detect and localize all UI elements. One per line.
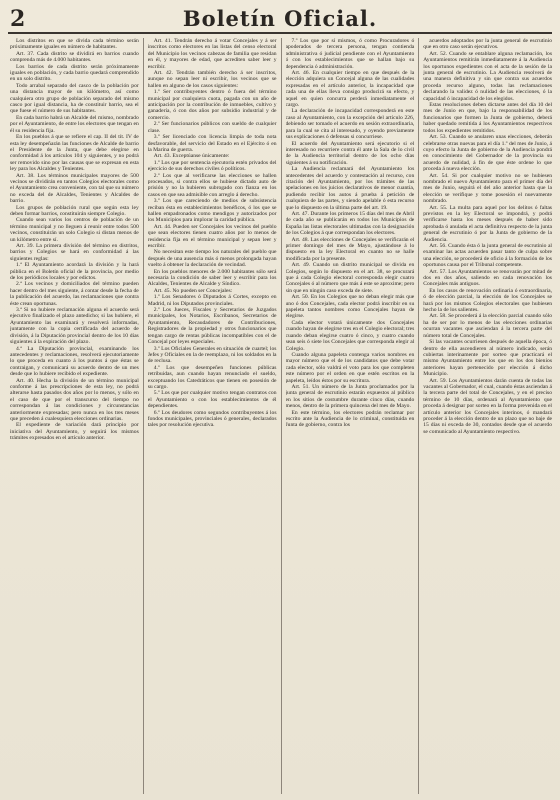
article-paragraph: Art. 38. Los términos municipales mayores de 500 vecinos se dividirán en tantos Colegios electorales como el Ayuntamiento crea conveniente, con tal que su número no exceda del de Alcaldes, Tenientes y Alcaldes de barrio. — [10, 172, 139, 205]
article-paragraph: Art. 39. La primera división del término en distritos, barrios y Colegios se hará en conformidad á las siguientes reglas: — [10, 243, 139, 262]
article-paragraph: 1.º Ser contribuyentes dentro ó fuera del término municipal por cualquiera cuota, pagada con un año de anticipación por la contribución de inmuebles, cultivo y ganadería, ó con dos años por subsidio industrial y de comercio. — [147, 89, 277, 121]
article-paragraph: Cada elector votará únicamente dos Concejales cuando hayan de elegirse tres en el Colegio electoral; tres cuando deban elegirse cuatro ó cinco, y cuatro cuando sean seis ó siete los Concejales que corresponda elegir al Colegio. — [285, 319, 415, 352]
article-paragraph: Art. 58. Se procederá á la elección parcial cuando sólo ha de ser por lo menos de las elecciones ordinarias ocurran vacantes que asciendan á la tercera parte del número total de Concejales. — [423, 313, 552, 339]
article-paragraph: Art. 41. Tendrán derecho á votar Concejales y á ser inscritos como electores en las listas del censo electoral del Municipio los vecinos cabezas de familia que residan en él, y mayores de edad, que acrediten saber leer y escribir. — [147, 38, 277, 70]
header-rule — [8, 32, 552, 34]
article-paragraph: Art. 55. La multa para aquel por los delitos ó faltas previstos en la ley Electoral se impondrá, y podrá verificarse hasta los meses después de haber sido aprobada ó anulada el acta definitiva respecto de la junta general de escrutinio ó por la Junta de gobierno de la Audiencia. — [423, 204, 552, 243]
article-paragraph: Art. 59. Los Ayuntamientos darán cuenta de todas las vacantes al Gobernador, el cual, cuando éstas asciendan á la tercera parte del total de Concejales, y en el preciso término de 10 días, ordenará al Ayuntamiento que proceda á designar por sorteo en la forma prevenida en el artículo anterior los Concejales interinos, ó mandará proceder á la elección dentro de un plazo que no baje de 15 días ni exceda de 30, contados desde que el acuerdo se comunicado al Ayuntamiento respectivo. — [423, 377, 552, 435]
article-paragraph: 1.º Los Senadores ó Diputados á Cortes, excepto en Madrid, ni los Diputados provinciales. — [147, 294, 277, 307]
text-column-4 — [423, 38, 552, 794]
article-paragraph: 4.º Los que desempeñen funciones públicas retribuidas, aun cuando hayan renunciado el sueldo, exceptuando los Catedráticos que tienen en posesión de su cargo. — [147, 364, 277, 390]
article-paragraph: Art. 50. En los Colegios que no deban elegir más que uno ó dos Concejales, cada elector podrá inscribir en su papeleta tantos nombres como Concejales hayan de elegirse. — [285, 294, 415, 320]
article-paragraph: Si las vacantes ocurriesen después de aquella época, ó dentro de ella ascendieren al número indicado, serán cubiertas interinamente por sorteo que practicará el mismo Ayuntamiento entre los que en los dos bienios anteriores hayan pertenecido por elección á dicho Municipio. — [423, 339, 552, 378]
article-paragraph: No necesitan este tiempo los naturales del pueblo que después de una ausencia más ó menos prolongada hayan vuelto á obtener la declaración de vecindad. — [147, 249, 277, 269]
article-paragraph: acuerdos adoptados por la junta general de escrutinio que en otro caso serán ejecutivos. — [423, 38, 552, 51]
article-paragraph: Los grupos de población rural que según esta ley deben formar barrios, constituirán siempre Colegio. — [10, 204, 139, 217]
page-number: 2 — [10, 6, 26, 32]
article-paragraph: Estas resoluciones deben dictarse antes del día 10 del mes de Junio en que, bajo la responsabilidad de los funcionarios que formen la Junta de gobierno, deberá haber quedado remitida á los Ayuntamientos respectivos todos los expedientes remitidos. — [423, 102, 552, 134]
article-paragraph: 3.ª Si no hubiere reclamación alguna el acuerdo será ejecutivo finalizado el plazo antedicho; si las hubiere, el Ayuntamiento las examinará y resolverá informadas, juntamente con la copia certificada del acuerdo de división, á la Diputación provincial dentro de los 10 días siguientes á la expiración del plazo. — [10, 307, 139, 346]
article-paragraph: Art. 53. Cuando se anularen unas elecciones, deberán celebrarse otras nuevas para el día 1.º del mes de Junio, á cuyo efecto la Junta de gobierno de la Audiencia pondrá en conocimiento del Gobernador de la provincia su acuerdo de nulidad, á fin de que éste ordene lo que proceda á nueva elección. — [423, 134, 552, 173]
article-paragraph: 1.º Los que por sentencia ejecutoria estén privados del ejercicio de sus derechos civiles ó políticos. — [147, 159, 277, 173]
article-paragraph: Art. 47. Durante los primeros 15 días del mes de Abril de cada año se publicarán en todos los Municipios de España las listas electorales ultimadas con la designación de los Colegios á que correspondan los electores. — [285, 210, 415, 237]
article-paragraph: 7.º Los que por sí mismos, ó como Procuradores ó apoderados de tercera persona, tengan contienda administrativa ó judicial pendiente con el Ayuntamiento ó con los establecimientos que se hallan bajo su dependencia ó administración. — [285, 38, 415, 70]
article-paragraph: Art. 40. Hecha la división de un término municipal conforme á las prescripciones de esta ley, no podrá alterarse hasta pasados dos años por lo menos, y sólo en el caso de que por el transcurso del tiempo no correspondan á las condiciones y circunstancias anteriormente expresadas; pero nunca en los tres meses que preceden á cualesquiera elecciones ordinarias. — [10, 377, 139, 422]
article-paragraph: Art. 52. Cuando se entablare alguna reclamación, los Ayuntamientos remitirán inmediatamente á la Audiencia los oportunos expedientes con el acta de la sesión de la junta general de escrutinio. La Audiencia resolverá de una manera definitiva y sin que contra sus acuerdos proceda recurso alguno, todas las reclamaciones declarando la validez ó nulidad de las elecciones, ó la capacidad ó incapacidad de los elegidos. — [423, 50, 552, 102]
article-paragraph: Art. 49. Cuando un distrito municipal se divida en Colegios, según lo dispuesto en el art. 38, se procurará que á cada Colegio electoral corresponda elegir cuatro Concejales ó al número que más á este se aproxime; pero sin que en ningún caso exceda de siete. — [285, 262, 415, 294]
article-paragraph: Art. 44. Pueden ser Concejales los vecinos del pueblo que sean electores tienen cuatro años por lo menos de residencia fija en el término municipal y sepan leer y escribir. — [147, 223, 277, 249]
article-paragraph: Art. 48. Las elecciones de Concejales se verificarán el primer domingo del mes de Mayo, ajustándose á lo dispuesto en la ley Electoral en cuanto no se halle modificada por la presente. — [285, 236, 415, 262]
article-paragraph: En los casos de renovación ordinaria ó extraordinaria, ó de elección parcial, la elección de los Concejales se hará por los mismos Colegios electorales que hubiesen hecho la de los salientes. — [423, 287, 552, 314]
article-paragraph: La declaración de incapacidad corresponderá en este caso al Ayuntamiento, con la excepción del artículo 226, debiendo ser tomado el acuerdo en sesión extraordinaria, para la cual se cita al interesado, y oyendo previamente sus explicaciones ó defensas si concurriese. — [285, 108, 415, 141]
article-paragraph: 3.º Ser licenciado con licencia limpia de toda nota desfavorable, del servicio del Estado en el Ejército ó en la Marina de guerra. — [147, 134, 277, 153]
article-paragraph: Art. 54. Si por cualquier motivo no se hubiesen nombrado el nuevo Ayuntamiento para el primer día del mes de Junio, seguirá el del año anterior hasta que la elección se verifique y tome posesión el nuevamente nombrado. — [423, 172, 552, 205]
article-paragraph: 2.º Ser funcionarios públicos con sueldo de cualquier clase. — [147, 121, 277, 134]
article-paragraph: 3.º Los Oficiales Generales en situación de cuartel; los Jefes y Oficiales en la de reemplazo, ni los soldados en la de reclusa. — [147, 345, 277, 365]
article-paragraph: Art. 51. Un número de la Junta proclamados por la junta general de escrutinio estarán expuestos al público en los sitios de costumbre durante cinco días, cuando menos, dentro de la primera quincena del mes de Mayo. — [285, 383, 415, 410]
article-paragraph: Art. 37. Cada distrito se dividirá en barrios cuando comprenda más de 4.000 habitantes. — [10, 50, 139, 64]
article-paragraph: El acuerdo del Ayuntamiento será ejecutorio si el interesado no recurriere contra él ante la Sala de lo civil de la Audiencia territorial dentro de los ocho días siguientes á su notificación. — [285, 140, 415, 166]
article-paragraph: En cada barrio habrá un Alcalde del mismo, nombrado por el Ayuntamiento, de entre los electores que tengan en él su residencia fija. — [10, 114, 139, 134]
article-paragraph: Art. 46. En cualquier tiempo en que después de la elección adquiera un Concejal alguna de las cualidades expresadas en el artículo anterior, la incapacidad que cada una de ellas lleva consigo producirá su efecto, y aquel en quien concurra perderá inmediatamente el cargo. — [285, 70, 415, 109]
article-paragraph: Art. 57. Los Ayuntamientos se renovarán por mitad de dos en dos años, saliendo en cada renovación los Concejales más antiguos. — [423, 268, 552, 288]
article-paragraph: Los distritos en que se divida cada término serán próximamente iguales en número de habitantes. — [10, 38, 139, 51]
article-paragraph: 2.º Los que al verificarse las elecciones se hallen procesados, si contra ellos se hubiese dictado auto de prisión y no la hubieren subrogado con fianza en los casos en que sea admisible con arreglo á derecho. — [147, 172, 277, 198]
article-paragraph: Cuando alguna papeleta contenga varios nombres en mayor número que el de los candidatos que debe votar cada elector, sólo valdrá el voto para los que completen este número por el orden en que estén escritos en la papeleta, leídos éstos por su escritura. — [285, 351, 415, 384]
text-column-3 — [286, 38, 420, 794]
article-paragraph: Art. 45. No pueden ser Concejales: — [153, 287, 233, 294]
article-paragraph: La Audiencia reclamará del Ayuntamiento los antecedentes del acuerdo y contestación al recurso, con citación del Ayuntamiento, por los trámites de las apelaciones en los juicios declarativos de menor cuantía, pudiendo recibir los autos á prueba á petición de cualquiera de las partes, y siendo apelable ó esta recurso que lo dispuesto en la última parte del art. 19. — [285, 166, 415, 211]
article-paragraph: El expediente de variación dará principio por iniciativa del Ayuntamiento, y seguirá los mismos trámites expresados en el artículo anterior. — [10, 422, 139, 442]
article-paragraph: Todo arrabal separado del casco de la población por una distancia mayor de un kilómetro, así como cualquiera otro grupo de población separado del mismo casco por igual distancia, ha de constituir barrio, sea el que fuese el número de sus habitantes. — [10, 82, 139, 115]
article-paragraph: Art. 42. Tendrán también derecho á ser inscritos, aunque no sepan leer ni escribir, los vecinos que se hallen en alguno de los casos siguientes: — [147, 70, 277, 89]
newspaper-title: Boletín Oficial. — [182, 6, 378, 31]
page-header — [0, 0, 560, 36]
article-paragraph: 2.ª Los vecinos y domiciliados del término pueden hacer dentro del mes siguiente, á contar desde la fecha de la publicación del acuerdo, las reclamaciones que contra éste crean oportunas. — [10, 281, 139, 307]
text-column-1 — [10, 38, 144, 794]
text-columns — [10, 38, 552, 794]
article-paragraph: En los pueblos menores de 2.000 habitantes sólo será necesaria la condición de saber leer y escribir para los Alcaldes, Tenientes de Alcalde y Síndico. — [147, 268, 277, 288]
article-paragraph: 6.º Los deudores como segundos contribuyentes á los fondos municipales, provinciales ó generales, declarados tales por resolución ejecutiva. — [147, 409, 277, 429]
article-paragraph: Art. 56. Cuando ésta ó la junta general de escrutinio al examinar las actas acuerden pasar tanto de culpa sobre una elección, se procederá de oficio á la formación de los oportunos causa por el Tribunal competente. — [423, 243, 552, 269]
article-paragraph: 5.º Los que por cualquier motivo tengan contratos con el Ayuntamiento o con los establecimientos de él dependientes. — [147, 390, 277, 410]
article-paragraph: 3.º Los que careciendo de medios de subsistencia reciban ésta en establecimientos benéficos, ó los que se hallen empadronados como mendigos y autorizados por los Municipios para implorar la caridad pública. — [147, 198, 277, 224]
article-paragraph: En los pueblos á que se refiere el cap. II del tít. IV de esta ley desempeñarán las funciones de Alcalde de barrio el Presidente de la Junta, que debe elegirse en conformidad á los artículos 104 y siguientes, y no podrá ser removido sino por las causas que se expresan en esta ley para los Alcaldes y Tenientes. — [10, 134, 139, 173]
article-paragraph: Cuando sean varios los centros de población de un término municipal y no lleguen á reunir entre todos 500 vecinos, constituirán un solo Colegio si distan menos de un kilómetro entre sí. — [10, 217, 139, 243]
article-paragraph: 2.º Los Jueces, Fiscales y Secretarios de Juzgados municipales, los Notarios, Escribanos, Secretarios de Ayuntamiento, Recaudadores de Contribuciones, Registradores de la propiedad y otros funcionarios que tengan cargo de rentas públicas incompatibles con el de Concejal por leyes especiales. — [147, 307, 277, 346]
article-paragraph: 4.ª La Diputación provincial, examinando los antecedentes y reclamaciones, resolverá ejecutoriamente lo que proceda en cuanto á los puntos á que éstas se contraigan, y comunicará su acuerdo dentro de un mes desde que lo hubiere recibido el expediente. — [10, 345, 139, 378]
article-paragraph: En este término, los electores podrán reclamar por escrito ante la Audiencia de lo criminal, constituida en Junta de gobierno, contra los — [285, 409, 415, 429]
article-paragraph: Art. 43. Exceptúanse únicamente: — [153, 153, 230, 160]
article-paragraph: Los barrios de cada distrito serán próximamente iguales en población, y cada barrio quedará comprendido en un solo distrito. — [10, 63, 139, 83]
article-paragraph: 1.ª El Ayuntamiento acordará la división y la hará pública en el Boletín oficial de la provincia, por medio de los periódicos locales y por edictos. — [10, 262, 139, 282]
text-column-2 — [148, 38, 282, 794]
